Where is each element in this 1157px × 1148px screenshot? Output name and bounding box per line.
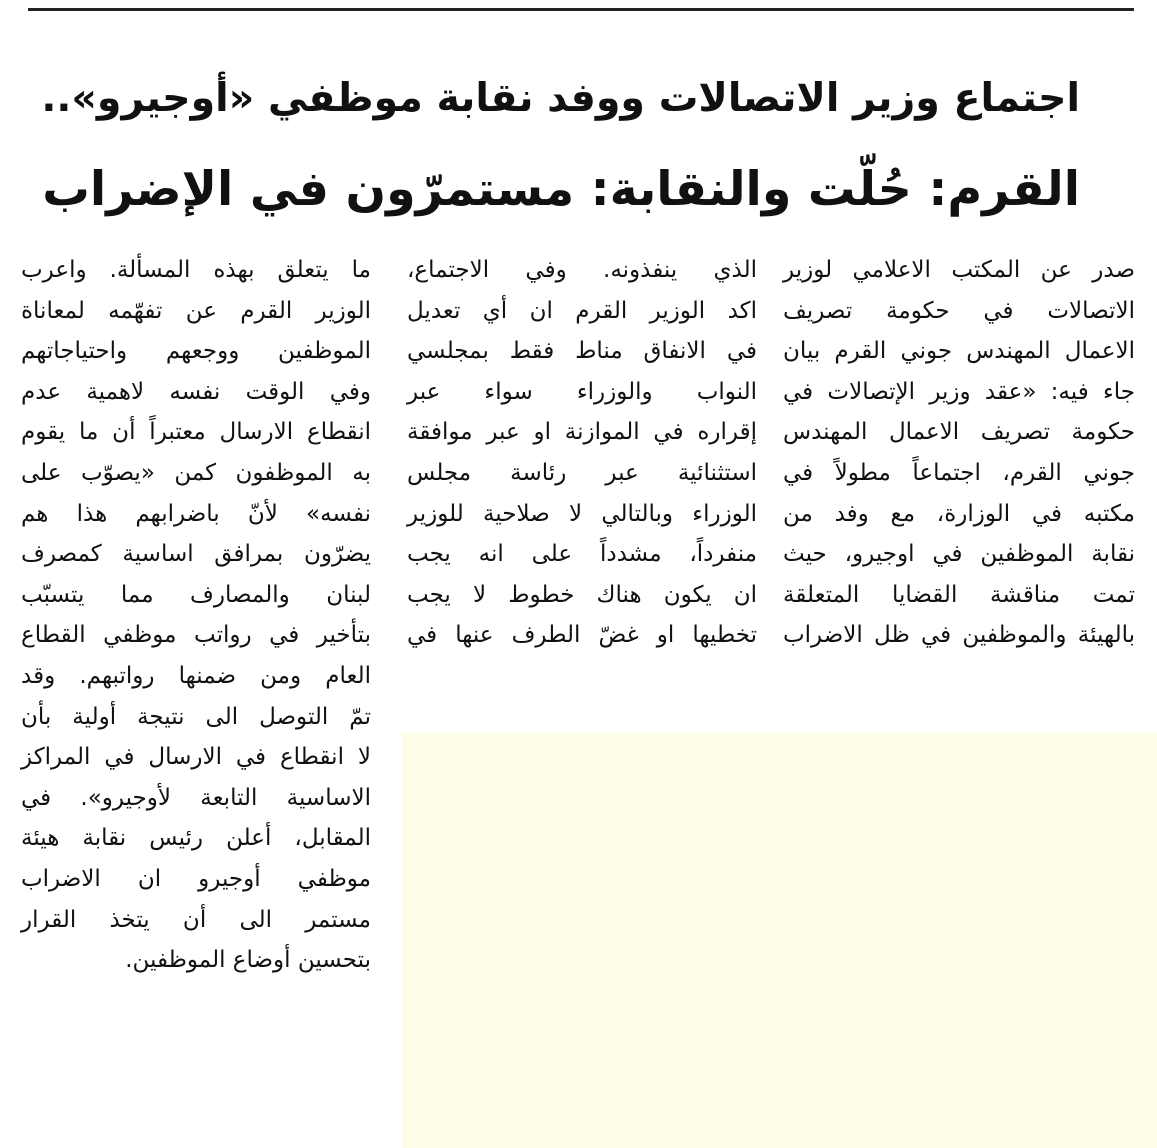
text-line: صدر عن المكتب الاعلامي لوزير xyxy=(783,257,1135,283)
text-line: بتحسين أوضاع الموظفين. xyxy=(125,947,371,974)
text-line: العام ومن ضمنها رواتبهم. وقد xyxy=(21,662,371,689)
text-line: مستمر الى أن يتخذ القرار xyxy=(21,906,371,933)
text-line: الوزراء وبالتالي لا صلاحية للوزير xyxy=(407,500,757,527)
text-line: الوزير القرم عن تفهّمه لمعاناة xyxy=(21,297,371,324)
headline-line-2: القرم: حُلّت والنقابة: مستمرّون في الإضراب xyxy=(42,162,1080,217)
text-line: جاء فيه: «عقد وزير الإتصالات في xyxy=(783,378,1135,405)
text-line: منفرداً، مشدداً على انه يجب xyxy=(407,541,757,568)
text-line: الذي ينفذونه. وفي الاجتماع، xyxy=(407,257,757,283)
article-column-right xyxy=(783,250,1135,656)
text-line: حكومة تصريف الاعمال المهندس xyxy=(783,419,1135,446)
text-line: استثنائية عبر رئاسة مجلس xyxy=(407,459,757,486)
text-line: به الموظفون كمن «يصوّب على xyxy=(21,459,371,486)
headline-line-1: اجتماع وزير الاتصالات ووفد نقابة موظفي «أوجيرو».. xyxy=(41,75,1080,121)
article-column-left xyxy=(21,250,371,1140)
text-line: بالهيئة والموظفين في ظل الاضراب xyxy=(783,622,1135,649)
text-line: ان يكون هناك خطوط لا يجب xyxy=(407,581,757,608)
highlight-panel xyxy=(402,732,1157,1148)
text-line: مكتبه في الوزارة، مع وفد من xyxy=(783,500,1135,527)
text-line: اكد الوزير القرم ان أي تعديل xyxy=(407,297,757,324)
text-line: نقابة الموظفين في اوجيرو، حيث xyxy=(783,541,1135,568)
text-line: ما يتعلق بهذه المسألة. واعرب xyxy=(21,257,371,283)
top-rule xyxy=(28,8,1134,11)
article-headline xyxy=(40,52,1080,236)
text-line: نفسه» لأنّ باضرابهم هذا هم xyxy=(21,500,371,527)
text-line: الاساسية التابعة لأوجيرو». في xyxy=(21,784,371,811)
text-line: النواب والوزراء سواء عبر xyxy=(407,378,757,405)
text-line: تمّ التوصل الى نتيجة أولية بأن xyxy=(21,703,371,730)
text-line: تمت مناقشة القضايا المتعلقة xyxy=(783,581,1135,608)
text-line: إقراره في الموازنة او عبر موافقة xyxy=(407,419,757,446)
text-line: جوني القرم، اجتماعاً مطولاً في xyxy=(783,459,1135,486)
text-line: موظفي أوجيرو ان الاضراب xyxy=(21,865,371,892)
text-line: لا انقطاع في الارسال في المراكز xyxy=(21,744,371,771)
text-line: تخطيها او غضّ الطرف عنها في xyxy=(407,622,757,649)
text-line: المقابل، أعلن رئيس نقابة هيئة xyxy=(21,825,371,852)
text-line: في الانفاق مناط فقط بمجلسي xyxy=(407,338,757,365)
text-line: الموظفين ووجعهم واحتياجاتهم xyxy=(21,338,371,365)
text-line: الاعمال المهندس جوني القرم بيان xyxy=(783,338,1135,365)
text-line: لبنان والمصارف مما يتسبّب xyxy=(21,581,371,608)
text-line: وفي الوقت نفسه لاهمية عدم xyxy=(21,378,371,405)
text-line: يضرّون بمرافق اساسية كمصرف xyxy=(21,541,371,568)
text-line: بتأخير في رواتب موظفي القطاع xyxy=(21,622,371,649)
text-line: انقطاع الارسال معتبراً أن ما يقوم xyxy=(21,419,371,446)
article-column-middle xyxy=(407,250,757,656)
text-line: الاتصالات في حكومة تصريف xyxy=(783,297,1135,324)
